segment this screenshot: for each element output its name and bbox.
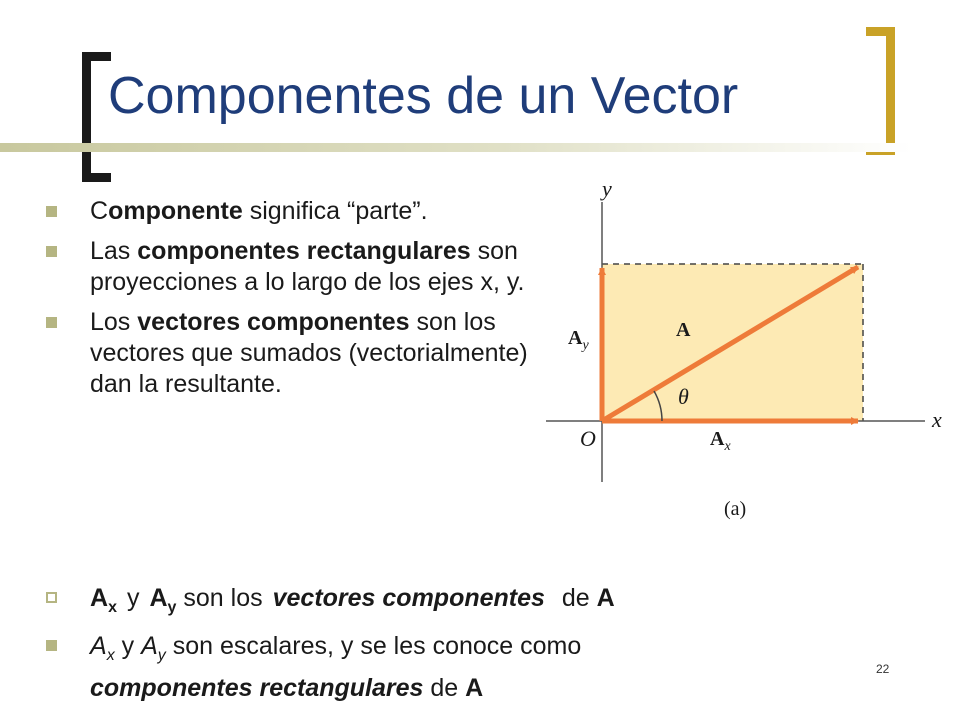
- page-number: 22: [876, 662, 890, 676]
- summary-item: $A_x$ y $A_y$ son escalares, y se les conoce como componentes rectangulares de A: [44, 630, 864, 704]
- bullet-hollow-square-icon: [46, 592, 57, 603]
- bullet-square-icon: [46, 246, 57, 257]
- summary-item: $A_x$ y $A_y$ son los vectores componentes de A: [44, 582, 864, 624]
- bullet-square-icon: [46, 206, 57, 217]
- vector-diagram: [540, 172, 950, 532]
- title-underline: [0, 143, 912, 152]
- vector-ax-label: $A_x$: [710, 428, 731, 454]
- vector-ay-label: $A_y$: [568, 327, 589, 353]
- bullet-list: [44, 196, 544, 409]
- bullet-item: Los vectores componentes son los vectores que sumados (vectorialmente) dan la resultante.: [44, 307, 544, 400]
- vector-a-label: A: [676, 319, 691, 341]
- bullet-item: Las componentes rectangulares son proyecciones a lo largo de los ejes x, y.: [44, 236, 544, 298]
- bullet-item: Componente significa “parte”.: [44, 196, 544, 227]
- title-bracket-right: [866, 27, 895, 155]
- y-axis-label: y: [602, 176, 612, 201]
- bullet-square-icon: [46, 317, 57, 328]
- x-axis-label: x: [932, 407, 942, 432]
- summary-list: [44, 582, 864, 710]
- angle-theta-label: θ: [678, 384, 689, 409]
- figure-caption: (a): [724, 498, 747, 520]
- title-bracket-left: [82, 52, 111, 182]
- bullet-square-icon: [46, 640, 57, 651]
- slide-title: Componentes de un Vector: [108, 67, 739, 125]
- origin-label: O: [580, 426, 596, 451]
